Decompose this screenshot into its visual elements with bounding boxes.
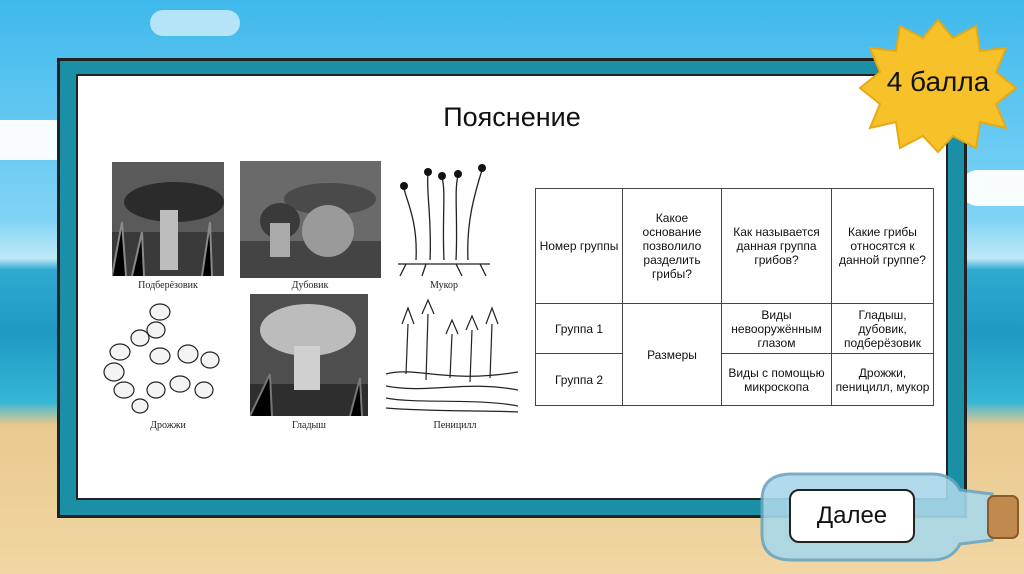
mucor-mold-drawing (396, 160, 492, 278)
table-header: Как называется данная группа грибов? (722, 189, 832, 304)
next-button[interactable]: Далее (789, 489, 915, 543)
table-header: Номер группы (536, 189, 623, 304)
table-cell: Виды с помощью микроскопа (722, 354, 832, 406)
page-title: Пояснение (443, 102, 581, 132)
cloud (960, 170, 1024, 206)
table-header: Какое основание позволило разделить грибы? (623, 189, 722, 304)
table-cell: Размеры (623, 304, 722, 406)
table-cell: Виды невооружённым глазом (722, 304, 832, 354)
table-cell: Группа 2 (536, 354, 623, 406)
oak-mushroom-photo (240, 161, 381, 278)
table-cell: Гладыш, дубовик, подберёзовик (832, 304, 934, 354)
table-header: Какие грибы относятся к данной группе? (832, 189, 934, 304)
table-header-row (536, 189, 934, 304)
image-caption: Пеницилл (433, 420, 477, 431)
image-caption: Дрожжи (150, 420, 186, 431)
score-badge: 4 балла (886, 66, 990, 97)
table-row (536, 304, 934, 354)
image-caption: Мукор (430, 280, 458, 291)
gladysh-mushroom-photo (250, 294, 368, 416)
yeast-cells-drawing (100, 298, 240, 416)
cloud (150, 10, 240, 36)
image-caption: Гладыш (292, 420, 326, 431)
boletus-mushroom-photo (112, 162, 224, 276)
image-caption: Подберёзовик (138, 280, 198, 291)
table-cell: Группа 1 (536, 304, 623, 354)
table-row (536, 354, 934, 406)
image-caption: Дубовик (291, 280, 329, 291)
answer-table (535, 188, 934, 406)
table-cell: Дрожжи, пеницилл, мукор (832, 354, 934, 406)
penicillium-drawing (386, 294, 518, 416)
